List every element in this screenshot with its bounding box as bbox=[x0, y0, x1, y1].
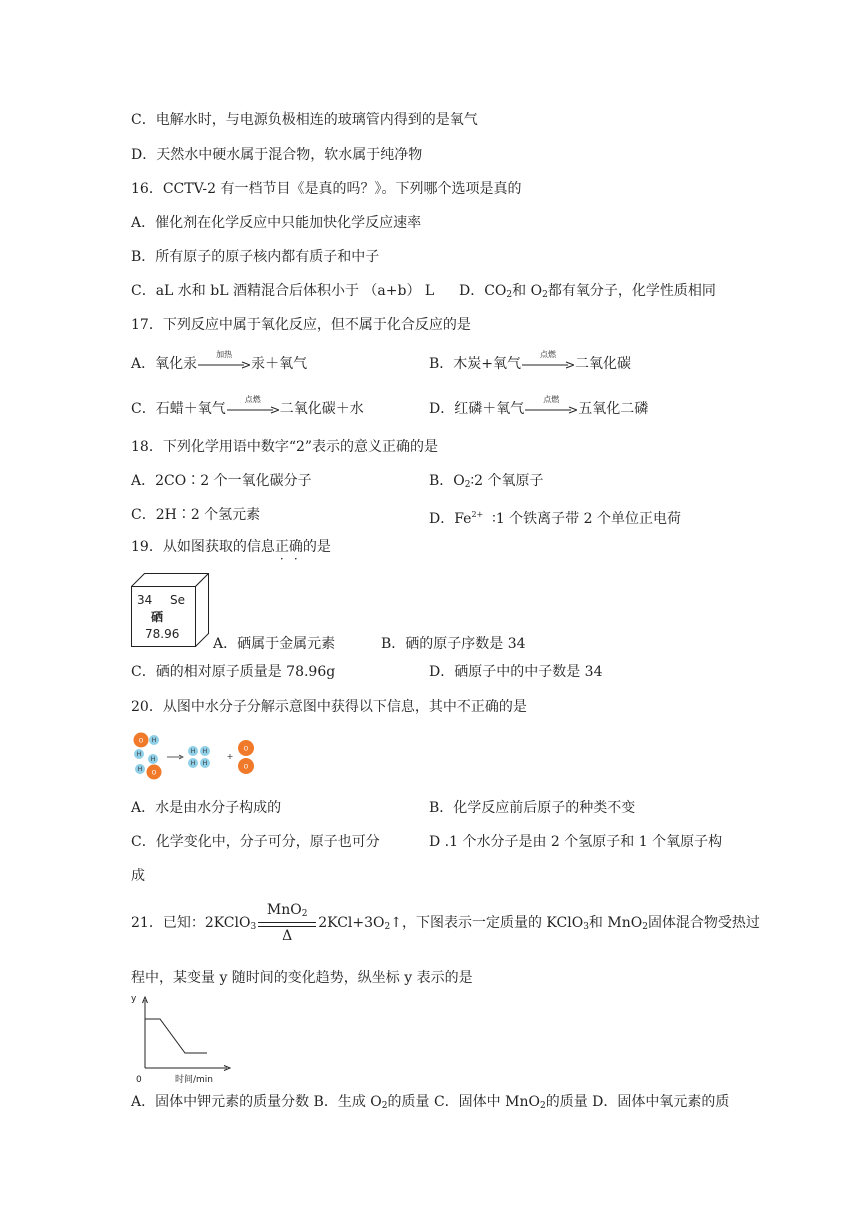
q21-stem-line2: 程中，某变量 y 随时间的变化趋势，纵坐标 y 表示的是 bbox=[131, 970, 473, 986]
q19-option-b: B．硒的原子序数是 34 bbox=[381, 636, 526, 652]
hydrogen-atom-label: H bbox=[137, 766, 143, 773]
water-decomposition-diagram bbox=[129, 731, 269, 781]
oxygen-atom-label: O bbox=[243, 763, 249, 771]
q20-option-b: B．化学反应前后原子的种类不变 bbox=[429, 800, 636, 816]
q17-option-c: C．石蜡＋氧气 点燃 二氧化碳＋水 bbox=[131, 395, 364, 417]
y-vs-time-graph bbox=[127, 992, 247, 1084]
q18-option-b: B．$O_2∶2$ 个氧原子 bbox=[429, 473, 544, 490]
reaction-arrow: 点燃 bbox=[525, 401, 577, 417]
q18-option-a: A．2CO∶2 个一氧化碳分子 bbox=[131, 473, 312, 489]
hydrogen-atom-label: H bbox=[202, 748, 208, 755]
q17-option-a: A．氧化汞 加热 汞＋氧气 bbox=[131, 350, 308, 372]
q19-stem: 19．从如图获取的信息正确的是 bbox=[131, 539, 331, 555]
q16-option-b: B．所有原子的原子核内都有质子和中子 bbox=[131, 249, 380, 265]
q21-stem: 21．已知：2KClO$_3$ MnO$_2$ Δ $2KCl+3O_2↑$，下图表示一定质量的 KClO$_3$和 MnO$_2$固体混合物受热过 bbox=[131, 902, 760, 944]
oxygen-atom-label: O bbox=[243, 745, 249, 753]
q20-stem: 20．从图中水分子分解示意图中获得以下信息，其中不正确的是 bbox=[131, 699, 527, 715]
oxygen-atom-label: O bbox=[151, 769, 157, 777]
q18-option-d: D．$Fe^{2+}$ ∶1 个铁离子带 2 个单位正电荷 bbox=[429, 510, 681, 527]
q20-option-d-continuation: 成 bbox=[131, 868, 145, 884]
oxygen-atom-label: O bbox=[138, 737, 144, 745]
y-axis-label: y bbox=[131, 994, 137, 1004]
element-tile-selenium bbox=[131, 573, 209, 647]
q15-option-c: C．电解水时，与电源负极相连的玻璃管内得到的是氧气 bbox=[131, 112, 478, 128]
reaction-arrow: 点燃 bbox=[227, 401, 279, 417]
plus-sign: + bbox=[226, 752, 234, 761]
origin-label: 0 bbox=[136, 1075, 142, 1084]
tile-atomic-number: 34 bbox=[137, 593, 153, 607]
q21-options: A．固体中钾元素的质量分数 B．生成 $O_2$的质量 C．固体中 MnO$_2$的质量 D．固体中氧元素的质 bbox=[131, 1094, 730, 1111]
q20-option-a: A．水是由水分子构成的 bbox=[131, 800, 282, 816]
q19-option-c: C．硒的相对原子质量是 78.96g bbox=[131, 664, 336, 680]
reaction-arrow: 加热 bbox=[198, 356, 250, 372]
reaction-arrow: 点燃 bbox=[522, 356, 574, 372]
hydrogen-atom-label: H bbox=[202, 760, 208, 767]
trend-line bbox=[145, 1019, 207, 1053]
catalyst-equation-sign: MnO$_2$ Δ bbox=[256, 902, 318, 944]
q17-option-b: B．木炭+氧气 点燃 二氧化碳 bbox=[429, 350, 632, 372]
tile-atomic-mass: 78.96 bbox=[145, 627, 180, 641]
q16-option-d: D．$CO_2$和 $O_2$都有氧分子，化学性质相同 bbox=[459, 283, 716, 300]
q16-option-a: A．催化剂在化学反应中只能加快化学反应速率 bbox=[131, 215, 422, 231]
q17-option-d: D．红磷＋氧气 点燃 五氧化二磷 bbox=[429, 395, 649, 417]
hydrogen-atom-label: H bbox=[150, 756, 156, 763]
tile-element-name: 硒 bbox=[151, 610, 164, 624]
hydrogen-atom-label: H bbox=[136, 751, 142, 758]
q17-stem: 17．下列反应中属于氧化反应，但不属于化合反应的是 bbox=[131, 317, 471, 333]
q20-option-c: C．化学变化中，分子可分，原子也可分 bbox=[131, 834, 380, 850]
hydrogen-atom-label: H bbox=[151, 737, 157, 744]
q19-option-a: A．硒属于金属元素 bbox=[213, 636, 336, 652]
q18-option-c: C．2H∶2 个氢元素 bbox=[131, 507, 261, 523]
q15-option-d: D．天然水中硬水属于混合物，软水属于纯净物 bbox=[131, 147, 423, 163]
q19-option-d: D．硒原子中的中子数是 34 bbox=[429, 664, 603, 680]
q18-stem: 18．下列化学用语中数字“2”表示的意义正确的是 bbox=[131, 439, 439, 455]
tile-symbol: Se bbox=[170, 593, 185, 607]
hydrogen-atom-label: H bbox=[190, 760, 196, 767]
q16-option-c: C．aL 水和 bL 酒精混合后体积小于 （a+b） L bbox=[131, 283, 435, 299]
q20-option-d: D .1 个水分子是由 2 个氢原子和 1 个氧原子构 bbox=[429, 834, 723, 850]
hydrogen-atom-label: H bbox=[190, 748, 196, 755]
q16-stem: 16．CCTV-2 有一档节目《是真的吗？》。下列哪个选项是真的 bbox=[131, 181, 522, 197]
x-axis-label: 时间/min bbox=[175, 1075, 214, 1084]
